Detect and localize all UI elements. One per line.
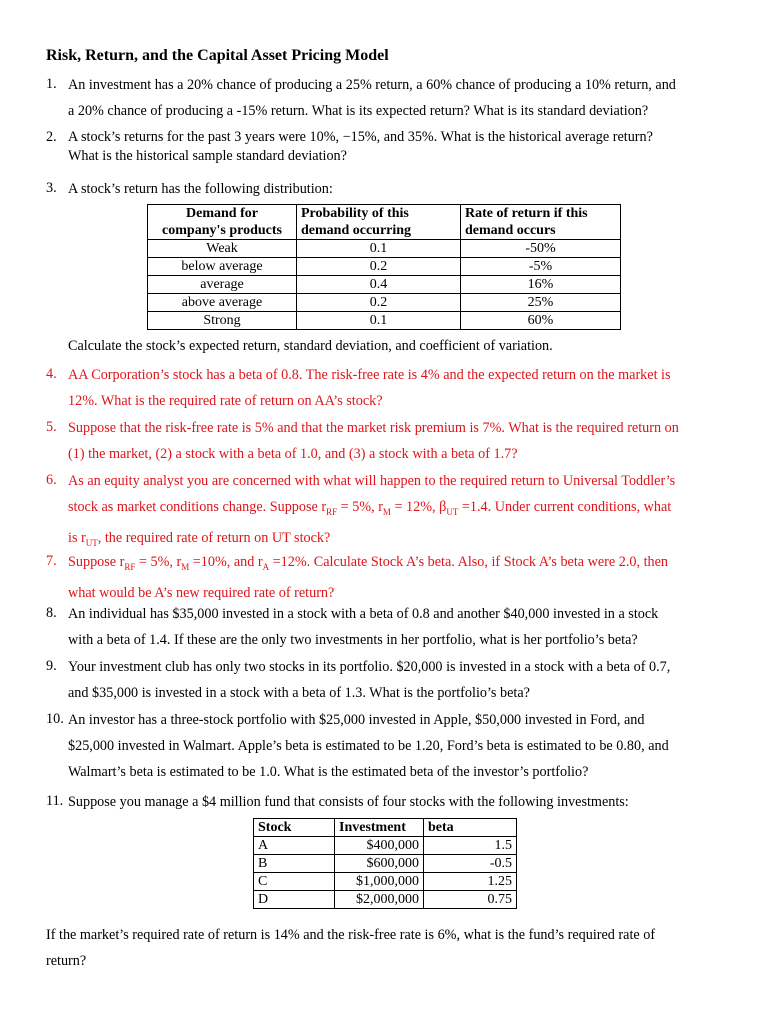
table-cell: 60% xyxy=(461,312,621,330)
question-number: 6. xyxy=(46,472,57,488)
table-cell: -0.5 xyxy=(424,855,517,873)
table-header-cell: Probability of this demand occurring xyxy=(297,205,461,240)
table-header-row xyxy=(148,205,621,240)
question-line: is $r_{UT}$, the required rate of return on UT stock? xyxy=(68,529,331,548)
table-header-cell: beta xyxy=(424,819,517,837)
table-row xyxy=(254,837,517,855)
question-line: a 20% chance of producing a -15% return. What is its expected return? What is its standard deviation? xyxy=(68,103,649,119)
question-line: As an equity analyst you are concerned with what will happen to the required return to Universal Toddler’s xyxy=(68,473,676,489)
table-header-cell: Rate of return if this demand occurs xyxy=(461,205,621,240)
table-cell: below average xyxy=(148,258,297,276)
table-cell: 0.1 xyxy=(297,240,461,258)
table-cell: B xyxy=(254,855,335,873)
question-line: If the market’s required rate of return is 14% and the risk-free rate is 6%, what is the fund’s required rate of xyxy=(46,927,656,943)
table-cell: $1,000,000 xyxy=(335,873,424,891)
question-line: Suppose that the risk-free rate is 5% and that the market risk premium is 7%. What is the required return on xyxy=(68,420,679,436)
question-line: An individual has $35,000 invested in a stock with a beta of 0.8 and another $40,000 invested in a stock xyxy=(68,606,659,622)
question-line: Suppose $r_{RF} = 5\%$, $r_M =10\%$, and $r_A =12\%$. Calculate Stock A’s beta. Also, if Stock A’s beta were 2.0, then xyxy=(68,554,669,572)
question-line: A stock’s returns for the past 3 years were 10%, −15%, and 35%. What is the historical average return? xyxy=(68,129,653,145)
question-number: 3. xyxy=(46,180,57,196)
table-row xyxy=(254,855,517,873)
fund-investments-table xyxy=(253,818,517,909)
table-cell: C xyxy=(254,873,335,891)
question-line: (1) the market, (2) a stock with a beta of 1.0, and (3) a stock with a beta of 1.7? xyxy=(68,446,518,462)
question-number: 5. xyxy=(46,419,57,435)
question-line: what would be A’s new required rate of return? xyxy=(68,584,335,601)
demand-distribution-table xyxy=(147,204,621,330)
table-cell: D xyxy=(254,891,335,909)
table-row xyxy=(148,312,621,330)
question-number: 1. xyxy=(46,76,57,92)
question-line: What is the historical sample standard deviation? xyxy=(68,148,347,164)
table-row xyxy=(254,873,517,891)
question-line: A stock’s return has the following distribution: xyxy=(68,181,333,197)
table-header-cell: Stock xyxy=(254,819,335,837)
table-row xyxy=(148,276,621,294)
question-line: An investment has a 20% chance of producing a 25% return, a 60% chance of producing a 10% return, and xyxy=(68,77,676,93)
table-cell: 1.5 xyxy=(424,837,517,855)
question-line: Your investment club has only two stocks in its portfolio. $20,000 is invested in a stock with a beta of 0.7, xyxy=(68,659,671,675)
question-line: Walmart’s beta is estimated to be 1.0. What is the estimated beta of the investor’s portfolio? xyxy=(68,764,589,780)
table-cell: A xyxy=(254,837,335,855)
table-header-row xyxy=(254,819,517,837)
table-cell: Strong xyxy=(148,312,297,330)
question-line: stock as market conditions change. Suppose $r_{RF} = 5\%$, $r_M = 12\%$, $\beta_{UT} =1.4$. Under current conditions, what xyxy=(68,499,672,517)
table-cell: 0.2 xyxy=(297,294,461,312)
question-line: $25,000 invested in Walmart. Apple’s beta is estimated to be 1.20, Ford’s beta is estimated to be 0.80, and xyxy=(68,738,669,754)
table-cell: Weak xyxy=(148,240,297,258)
table-cell: 0.4 xyxy=(297,276,461,294)
question-line: AA Corporation’s stock has a beta of 0.8. The risk-free rate is 4% and the expected return on the market is xyxy=(68,367,671,383)
table-cell: average xyxy=(148,276,297,294)
table-cell: -5% xyxy=(461,258,621,276)
question-number: 8. xyxy=(46,605,57,621)
table-cell: 1.25 xyxy=(424,873,517,891)
question-number: 2. xyxy=(46,129,57,145)
table-row xyxy=(148,258,621,276)
table-header-cell: Investment xyxy=(335,819,424,837)
question-number: 10. xyxy=(46,711,64,727)
table-row xyxy=(148,294,621,312)
table-cell: $400,000 xyxy=(335,837,424,855)
page-title: Risk, Return, and the Capital Asset Pricing Model xyxy=(46,47,389,64)
table-cell: 0.2 xyxy=(297,258,461,276)
question-line: Suppose you manage a $4 million fund that consists of four stocks with the following investments: xyxy=(68,794,629,810)
table-cell: 25% xyxy=(461,294,621,312)
table-row xyxy=(148,240,621,258)
table-row xyxy=(254,891,517,909)
question-line: and $35,000 is invested in a stock with a beta of 1.3. What is the portfolio’s beta? xyxy=(68,685,530,701)
question-11-followup xyxy=(46,922,655,974)
question-number: 7. xyxy=(46,553,57,569)
question-line: An investor has a three-stock portfolio with $25,000 invested in Apple, $50,000 invested in Ford, and xyxy=(68,712,645,728)
table-cell: 16% xyxy=(461,276,621,294)
question-line: with a beta of 1.4. If these are the only two investments in her portfolio, what is her portfolio’s beta? xyxy=(68,632,638,648)
table-header-cell: Demand for company's products xyxy=(148,205,297,240)
question-3-followup: Calculate the stock’s expected return, standard deviation, and coefficient of variation. xyxy=(68,338,553,354)
table-cell: 0.1 xyxy=(297,312,461,330)
table-cell: above average xyxy=(148,294,297,312)
table-cell: 0.75 xyxy=(424,891,517,909)
question-line: 12%. What is the required rate of return on AA’s stock? xyxy=(68,393,383,409)
table-cell: $600,000 xyxy=(335,855,424,873)
question-number: 4. xyxy=(46,366,57,382)
table-cell: $2,000,000 xyxy=(335,891,424,909)
question-line: return? xyxy=(46,953,87,969)
table-cell: -50% xyxy=(461,240,621,258)
question-number: 11. xyxy=(46,793,64,809)
question-number: 9. xyxy=(46,658,57,674)
